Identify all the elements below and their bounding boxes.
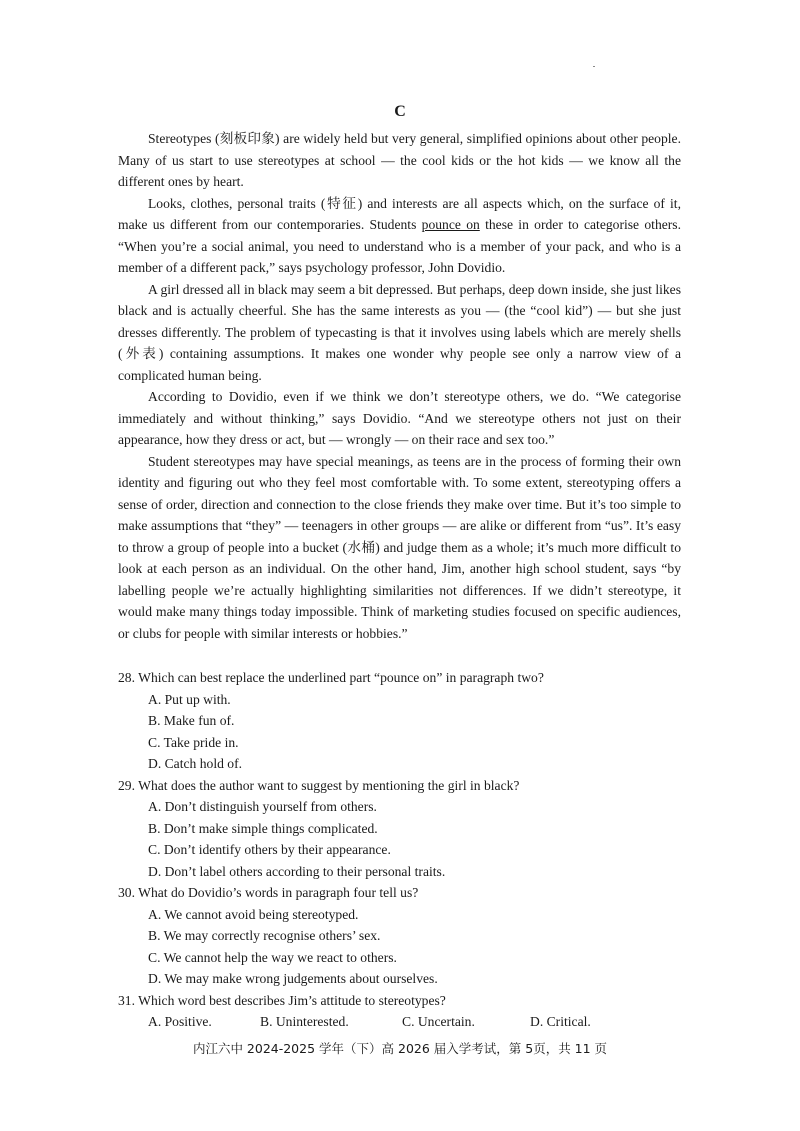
paragraph-3: A girl dressed all in black may seem a bit depressed. But perhaps, deep down inside, she just likes black and is actually cheerful. She has the same interests as you — (the “cool kid”) — but she just dresses differently. The problem of typecasting is that it involves using labels which are merely shells (外表) containing assumptions. It makes one wonder why people see only a narrow view of a complicated human being. (118, 281, 681, 383)
question-29 (118, 775, 681, 883)
question-stem: 31. Which word best describes Jim’s attitude to stereotypes? (118, 992, 446, 1008)
reading-passage (118, 128, 681, 644)
option-a: A. Positive. (148, 1014, 212, 1029)
question-list (118, 667, 681, 1033)
underlined-phrase: pounce on (421, 217, 480, 232)
question-stem: 29. What does the author want to suggest by mentioning the girl in black? (118, 777, 520, 793)
scan-speck (593, 66, 595, 67)
question-31 (118, 990, 681, 1033)
section-label: C (394, 103, 406, 120)
option-c: C. Don’t identify others by their appearance. (148, 842, 391, 857)
question-28 (118, 667, 681, 775)
option-d: D. Don’t label others according to their personal traits. (148, 863, 446, 879)
question-stem: 30. What do Dovidio’s words in paragraph four tell us? (118, 885, 419, 900)
paragraph-2-end: these in order to categorise others. “When you’re a social animal, you need to understand who is a member of your pack, and who is a member of a different pack,” says psychology professor, John Dovidio. (118, 217, 681, 275)
option-c: C. Uncertain. (402, 1014, 475, 1029)
option-a: A. Don’t distinguish yourself from others. (148, 799, 377, 814)
question-30 (118, 882, 681, 990)
option-c: C. Take pride in. (148, 734, 239, 750)
paragraph-1: Stereotypes (刻板印象) are widely held but very general, simplified opinions about other people. Many of us start to use stereotypes at school — the cool kids or the hot kids — we know all the different ones by heart. (118, 131, 681, 189)
option-b: B. Uninterested. (260, 1014, 349, 1029)
option-d: D. We may make wrong judgements about ourselves. (148, 971, 438, 986)
option-a: A. Put up with. (148, 691, 231, 707)
paragraph-2-start: Looks, clothes, personal traits (特征) and interests are all aspects which, on the surface of it, make us different from our contemporaries. Students (118, 195, 681, 232)
option-d: D. Catch hold of. (148, 756, 243, 771)
option-b: B. Don’t make simple things complicated. (148, 820, 378, 836)
option-d: D. Critical. (530, 1014, 591, 1029)
option-b: B. We may correctly recognise others’ sex. (148, 928, 381, 943)
paragraph-2 (118, 193, 681, 279)
option-row (118, 1011, 681, 1033)
option-c: C. We cannot help the way we react to others. (148, 949, 397, 965)
paragraph-5: Student stereotypes may have special meanings, as teens are in the process of forming their own identity and figuring out who they feel most comfortable with. To some extent, stereotyping offers a sense of order, direction and connection to the close friends they make over time. But it’s too simple to make assumptions that “they” — teenagers in other groups — are alike or different from “us”. It’s easy to throw a group of people into a bucket (水桶) and judge them as a whole; it’s much more difficult to look at each person as an individual. On the other hand, Jim, another high school student, says “by labelling people we’re actually highlighting similarities not differences. If we didn’t stereotype, it would make many things today impossible. Think of marketing studies focused on specific audiences, or clubs for people with similar interests or hobbies.” (118, 453, 681, 641)
option-b: B. Make fun of. (148, 713, 235, 728)
question-stem: 28. Which can best replace the underlined part “pounce on” in paragraph two? (118, 670, 544, 685)
page-footer: 内江六中 2024-2025 学年（下）高 2026 届入学考试，第 5页，共 11 页 (192, 1041, 608, 1056)
paragraph-4: According to Dovidio, even if we think we don’t stereotype others, we do. “We categorise immediately and without thinking,” says Dovidio. “And we stereotype others not just on their appearance, how they dress or act, but — wrongly — on their race and sex too.” (118, 389, 681, 447)
option-a: A. We cannot avoid being stereotyped. (148, 906, 359, 922)
